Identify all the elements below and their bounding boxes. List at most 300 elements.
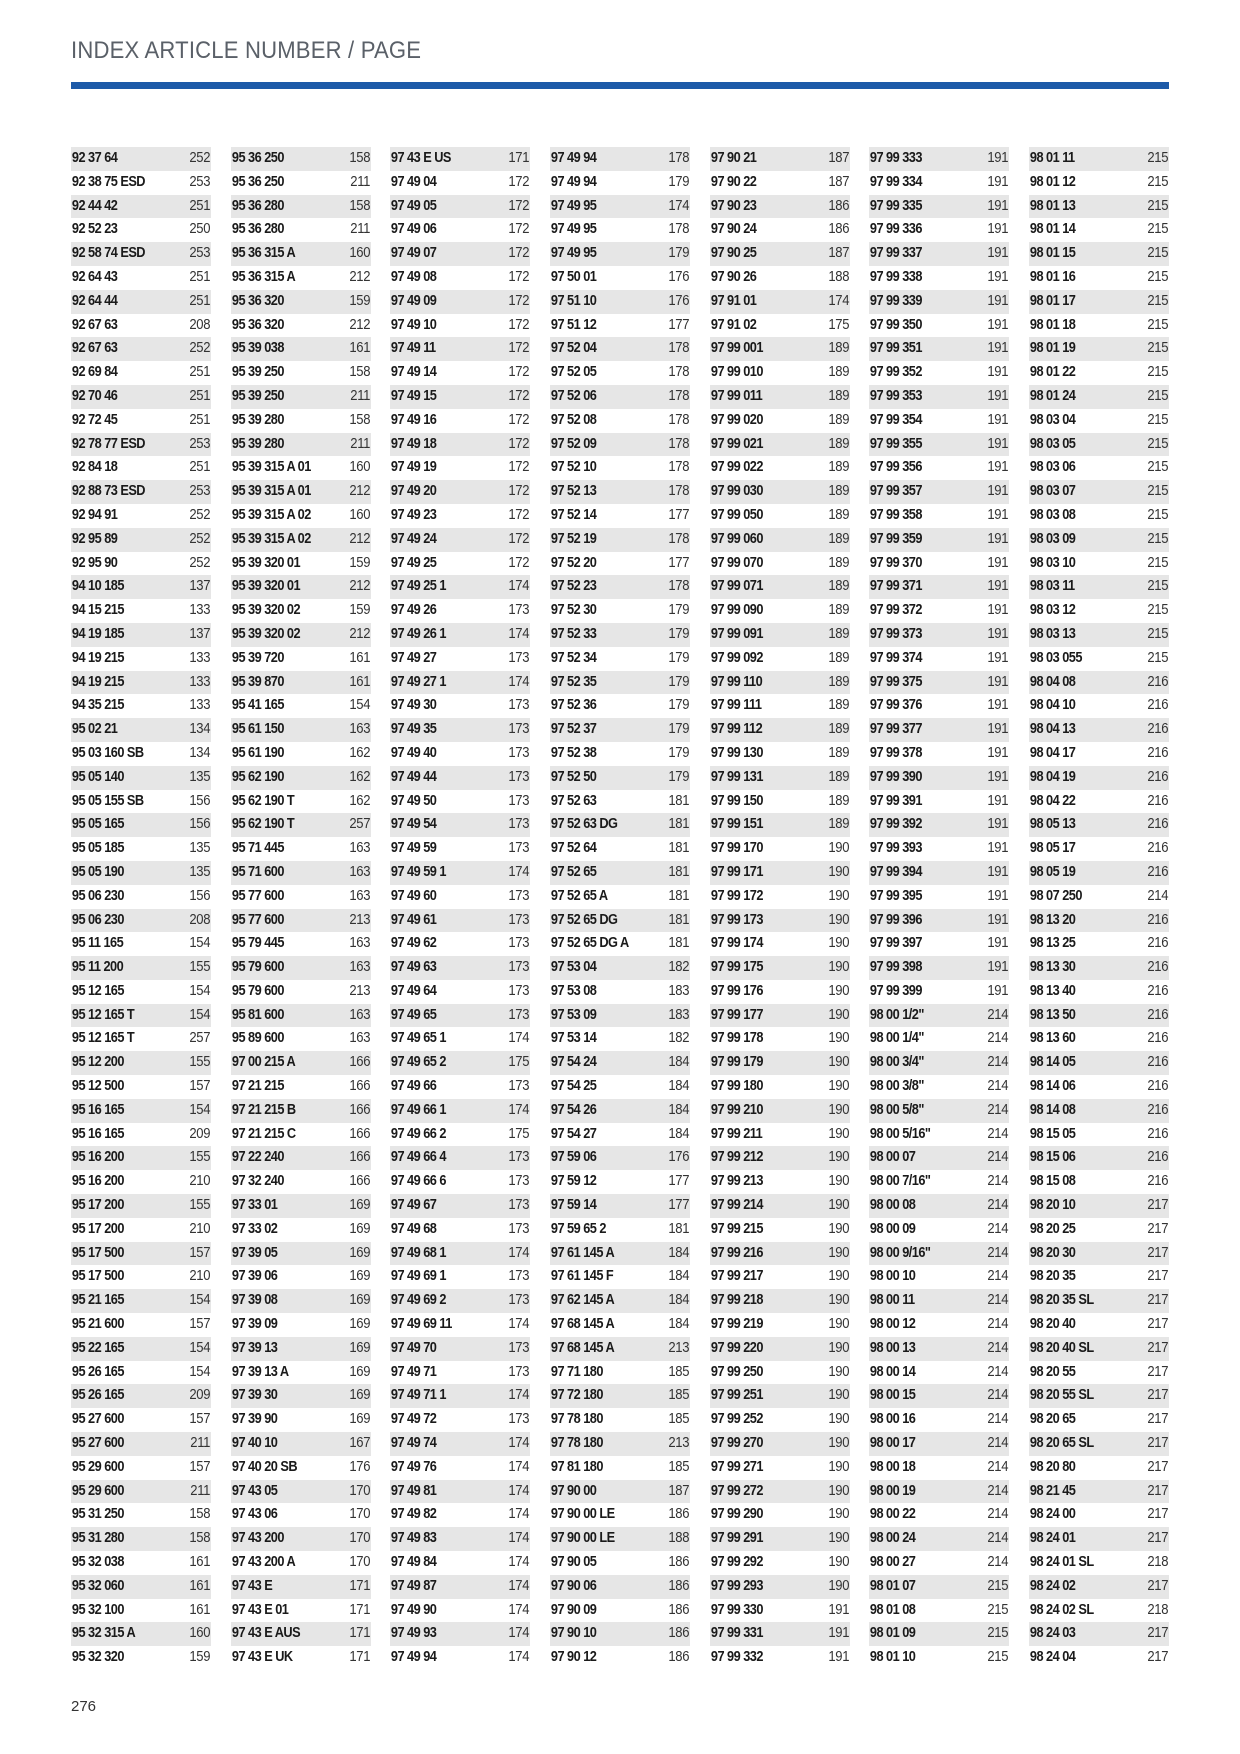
article-number: 97 43 200 A [231,1554,295,1571]
page-reference: 190 [828,1339,849,1356]
index-row [1029,1075,1169,1099]
index-row [869,504,1009,528]
article-number: 95 39 315 A 01 [231,483,311,500]
page-reference: 183 [668,982,690,999]
article-number: 97 39 13 [231,1339,277,1356]
page-reference: 215 [1147,625,1169,642]
index-row [71,980,211,1004]
index-row [550,1646,690,1670]
page-reference: 177 [668,1197,690,1214]
index-row [390,147,530,171]
article-number: 98 01 13 [1029,197,1076,214]
page-reference: 189 [828,625,849,642]
index-row [710,1432,850,1456]
index-row [231,433,371,457]
index-row [710,1384,850,1408]
page-reference: 158 [349,150,370,166]
page-reference: 191 [987,982,1009,999]
index-row [550,647,690,671]
page-reference: 217 [1147,1220,1169,1237]
page-reference: 216 [1147,911,1169,928]
index-row [231,1432,371,1456]
index-row [550,980,690,1004]
page-reference: 154 [189,1339,211,1356]
page-reference: 215 [1147,173,1169,190]
page-reference: 186 [668,1577,690,1594]
article-number: 97 99 331 [710,1625,763,1642]
article-number: 97 52 50 [550,768,597,785]
page-reference: 189 [828,578,849,595]
page-reference: 134 [189,721,211,738]
article-number: 98 00 17 [870,1435,916,1452]
index-row [710,242,850,266]
index-row [710,813,850,837]
index-row [1029,671,1169,695]
page-reference: 211 [350,435,370,452]
index-row [869,218,1009,242]
index-column [71,147,211,1670]
index-row [1029,1289,1169,1313]
page-reference: 191 [987,625,1009,642]
page-reference: 137 [189,578,211,595]
index-row [231,147,371,171]
article-number: 95 62 190 [231,768,284,785]
article-number: 92 67 63 [71,316,118,333]
page-reference: 214 [987,1363,1009,1380]
index-row [869,647,1009,671]
index-row [869,1456,1009,1480]
index-row [231,790,371,814]
article-number: 97 49 69 1 [391,1268,447,1285]
page-reference: 190 [828,1030,849,1047]
article-number: 98 00 16 [870,1411,916,1428]
index-row [231,1551,371,1575]
article-number: 97 99 090 [710,602,763,619]
index-row [71,480,211,504]
index-row [390,1361,530,1385]
page-reference: 154 [189,1292,211,1309]
index-row [1029,1361,1169,1385]
index-row [1029,1480,1169,1504]
article-number: 97 90 00 LE [550,1530,615,1547]
article-number: 97 99 211 [710,1125,762,1142]
article-number: 98 24 01 SL [1029,1554,1094,1571]
index-row [390,1503,530,1527]
index-row [71,1170,211,1194]
index-row [1029,409,1169,433]
article-number: 97 61 145 A [550,1244,615,1261]
article-number: 98 20 35 [1029,1268,1076,1285]
index-row [710,766,850,790]
index-row [71,837,211,861]
article-number: 95 29 600 [71,1482,124,1499]
index-row [390,433,530,457]
page-reference: 187 [828,150,849,166]
index-row [1029,266,1169,290]
page-reference: 191 [987,816,1009,833]
article-number: 97 99 219 [710,1316,763,1333]
article-number: 97 99 213 [710,1173,763,1190]
index-row [231,290,371,314]
article-number: 97 68 145 A [550,1339,615,1356]
page-reference: 215 [987,1625,1009,1642]
index-row [869,813,1009,837]
article-number: 97 99 150 [710,792,763,809]
index-row [231,599,371,623]
index-row [231,480,371,504]
article-number: 98 20 10 [1029,1197,1076,1214]
index-row [231,361,371,385]
article-number: 97 49 76 [391,1458,437,1475]
index-row [231,1622,371,1646]
page-reference: 250 [189,221,211,238]
index-row [869,1361,1009,1385]
page-reference: 162 [349,744,370,761]
index-row [1029,956,1169,980]
article-number: 98 13 25 [1029,935,1076,952]
page-reference: 214 [987,1078,1009,1095]
page-reference: 215 [1147,649,1169,666]
page-reference: 157 [189,1078,211,1095]
page-reference: 158 [189,1506,211,1523]
index-row [869,1432,1009,1456]
index-row [869,1099,1009,1123]
page-reference: 215 [1147,411,1169,428]
article-number: 98 13 40 [1029,982,1076,999]
page-reference: 215 [1147,530,1169,547]
index-row [231,195,371,219]
index-row [231,552,371,576]
index-row [550,456,690,480]
article-number: 97 49 59 [391,840,437,857]
index-row [231,385,371,409]
article-number: 97 99 374 [870,649,923,666]
page-reference: 174 [668,197,690,214]
page-reference: 215 [987,1577,1009,1594]
page-reference: 174 [508,1458,530,1475]
index-row [71,1242,211,1266]
index-row [1029,909,1169,933]
article-number: 98 04 17 [1029,744,1076,761]
article-number: 97 99 339 [870,292,923,309]
page-reference: 251 [189,292,211,309]
article-number: 92 38 75 ESD [71,173,146,190]
page-reference: 133 [189,649,211,666]
article-number: 97 90 06 [550,1577,597,1594]
article-number: 94 19 185 [71,625,124,642]
index-row [869,956,1009,980]
index-row [550,504,690,528]
article-number: 97 21 215 [231,1078,284,1095]
page-reference: 214 [1147,887,1169,904]
index-row [390,1480,530,1504]
page-reference: 173 [508,1220,530,1237]
page-reference: 215 [1147,387,1169,404]
index-row [1029,837,1169,861]
page-reference: 174 [508,1554,530,1571]
article-number: 98 15 05 [1029,1125,1076,1142]
index-row [390,171,530,195]
index-row [1029,1099,1169,1123]
article-number: 94 10 185 [71,578,124,595]
index-row [390,1384,530,1408]
index-row [710,1099,850,1123]
page-reference: 215 [1147,506,1169,523]
index-row [869,1408,1009,1432]
article-number: 97 39 90 [231,1411,277,1428]
index-row [710,1265,850,1289]
article-number: 97 71 180 [550,1363,603,1380]
page-reference: 178 [668,530,690,547]
index-row [710,1551,850,1575]
article-number: 98 14 08 [1029,1101,1076,1118]
page-reference: 191 [987,364,1009,381]
page-reference: 181 [668,911,690,928]
index-row [869,1337,1009,1361]
index-row [390,980,530,1004]
article-number: 95 11 200 [71,959,124,976]
article-number: 98 00 11 [870,1292,915,1309]
index-row [869,1265,1009,1289]
index-row [390,623,530,647]
index-row [869,1384,1009,1408]
page-reference: 217 [1147,1506,1169,1523]
page-reference: 217 [1147,1530,1169,1547]
index-row [550,1361,690,1385]
article-number: 98 01 07 [870,1577,916,1594]
article-number: 98 14 05 [1029,1054,1076,1071]
index-row [231,861,371,885]
page-reference: 212 [349,268,370,285]
article-number: 98 13 60 [1029,1030,1076,1047]
index-row [231,1599,371,1623]
page-reference: 173 [508,1292,530,1309]
article-number: 95 61 150 [231,721,284,738]
page-reference: 190 [828,863,849,880]
page-reference: 212 [349,625,370,642]
article-number: 95 31 250 [71,1506,124,1523]
page-reference: 173 [508,840,530,857]
page-reference: 188 [828,268,849,285]
article-number: 98 01 09 [870,1625,916,1642]
article-number: 97 21 215 B [231,1101,296,1118]
index-row [710,504,850,528]
page-reference: 217 [1147,1292,1169,1309]
page-reference: 190 [828,887,849,904]
article-number: 97 43 E US [391,150,452,166]
page-reference: 184 [668,1101,690,1118]
index-row [869,742,1009,766]
page-reference: 209 [189,1387,211,1404]
index-row [71,1099,211,1123]
index-row [390,575,530,599]
article-number: 98 00 27 [870,1554,916,1571]
article-number: 97 99 394 [870,863,923,880]
page-reference: 216 [1147,744,1169,761]
page-reference: 172 [508,268,530,285]
index-row [550,1075,690,1099]
article-number: 92 95 89 [71,530,118,547]
page-reference: 178 [668,411,690,428]
article-number: 97 52 33 [550,625,597,642]
article-number: 97 90 22 [710,173,756,190]
page-reference: 178 [668,435,690,452]
index-row [231,718,371,742]
page-reference: 178 [668,578,690,595]
article-number: 97 99 021 [710,435,763,452]
article-number: 97 40 20 SB [231,1458,297,1475]
article-number: 95 16 200 [71,1149,124,1166]
page-reference: 157 [189,1411,211,1428]
article-number: 97 49 09 [391,292,437,309]
page-reference: 190 [828,1244,849,1261]
index-row [550,885,690,909]
article-number: 97 49 71 [391,1363,437,1380]
article-number: 92 64 44 [71,292,118,309]
index-row [869,361,1009,385]
index-row [550,147,690,171]
article-number: 98 20 65 SL [1029,1435,1094,1452]
article-number: 95 17 500 [71,1268,124,1285]
page-reference: 170 [349,1554,370,1571]
page-reference: 186 [668,1506,690,1523]
page-reference: 186 [668,1601,690,1618]
index-row [869,1575,1009,1599]
page-reference: 155 [189,1054,211,1071]
page-reference: 216 [1147,673,1169,690]
index-row [231,504,371,528]
page-reference: 213 [668,1339,690,1356]
index-row [869,1599,1009,1623]
article-number: 95 26 165 [71,1363,124,1380]
article-number: 97 39 06 [231,1268,277,1285]
article-number: 94 15 215 [71,602,124,619]
index-row [1029,1599,1169,1623]
index-row [390,1599,530,1623]
index-row [710,1146,850,1170]
index-row [869,599,1009,623]
index-row [390,290,530,314]
index-row [1029,1575,1169,1599]
article-number: 95 32 060 [71,1577,124,1594]
article-number: 97 49 23 [391,506,437,523]
article-number: 98 03 055 [1029,649,1082,666]
article-number: 97 99 357 [870,483,923,500]
article-number: 92 88 73 ESD [71,483,146,500]
index-row [1029,218,1169,242]
article-number: 95 36 250 [231,173,284,190]
article-number: 98 24 00 [1029,1506,1076,1523]
page-reference: 190 [828,1292,849,1309]
page-reference: 169 [349,1411,370,1428]
article-number: 97 32 240 [231,1173,284,1190]
article-number: 97 43 E AUS [231,1625,300,1642]
index-row [869,1027,1009,1051]
page-reference: 216 [1147,1173,1169,1190]
page-reference: 190 [828,1482,849,1499]
article-number: 95 39 320 01 [231,578,300,595]
page-reference: 160 [189,1625,211,1642]
article-number: 95 17 200 [71,1197,124,1214]
page-reference: 172 [508,435,530,452]
article-number: 95 36 280 [231,221,284,238]
index-column [869,147,1009,1670]
article-number: 97 49 64 [391,982,437,999]
article-number: 95 32 320 [71,1649,124,1666]
article-number: 95 16 165 [71,1101,124,1118]
article-number: 97 52 30 [550,602,597,619]
index-row [710,1313,850,1337]
article-number: 97 49 04 [391,173,437,190]
page-reference: 181 [668,840,690,857]
index-row [390,1170,530,1194]
index-row [550,433,690,457]
page-reference: 133 [189,602,211,619]
index-row [550,218,690,242]
page-reference: 182 [668,959,690,976]
page-reference: 191 [987,911,1009,928]
index-row [1029,1170,1169,1194]
index-row [1029,552,1169,576]
index-row [869,718,1009,742]
article-number: 97 99 336 [870,221,923,238]
article-number: 97 49 05 [391,197,437,214]
article-number: 97 99 111 [710,697,762,714]
page-reference: 173 [508,1173,530,1190]
index-row [710,1408,850,1432]
article-number: 95 05 155 SB [71,792,144,809]
article-number: 97 99 020 [710,411,763,428]
page-reference: 155 [189,1149,211,1166]
article-number: 97 52 23 [550,578,597,595]
page-reference: 191 [987,959,1009,976]
index-row [1029,932,1169,956]
article-number: 97 49 67 [391,1197,437,1214]
index-row [710,623,850,647]
article-number: 98 20 40 SL [1029,1339,1094,1356]
page-reference: 189 [828,340,849,357]
article-number: 98 15 06 [1029,1149,1076,1166]
index-row [710,861,850,885]
page-reference: 190 [828,1197,849,1214]
index-row [869,575,1009,599]
article-number: 95 79 600 [231,982,284,999]
index-row [1029,861,1169,885]
page-reference: 162 [349,792,370,809]
page-reference: 174 [508,1577,530,1594]
index-row [1029,623,1169,647]
article-number: 98 07 250 [1029,887,1082,904]
index-row [71,1456,211,1480]
index-row [231,1099,371,1123]
article-number: 97 52 08 [550,411,597,428]
page-reference: 184 [668,1125,690,1142]
index-row [71,504,211,528]
index-row [710,480,850,504]
page-reference: 190 [828,911,849,928]
page-reference: 173 [508,697,530,714]
page-reference: 214 [987,1197,1009,1214]
page-reference: 216 [1147,982,1169,999]
page-reference: 190 [828,1101,849,1118]
page-reference: 174 [508,1482,530,1499]
article-number: 95 12 165 T [71,1030,135,1047]
page-reference: 172 [508,173,530,190]
article-number: 97 49 26 [391,602,437,619]
article-number: 97 51 12 [550,316,597,333]
page-reference: 216 [1147,863,1169,880]
index-row [550,171,690,195]
